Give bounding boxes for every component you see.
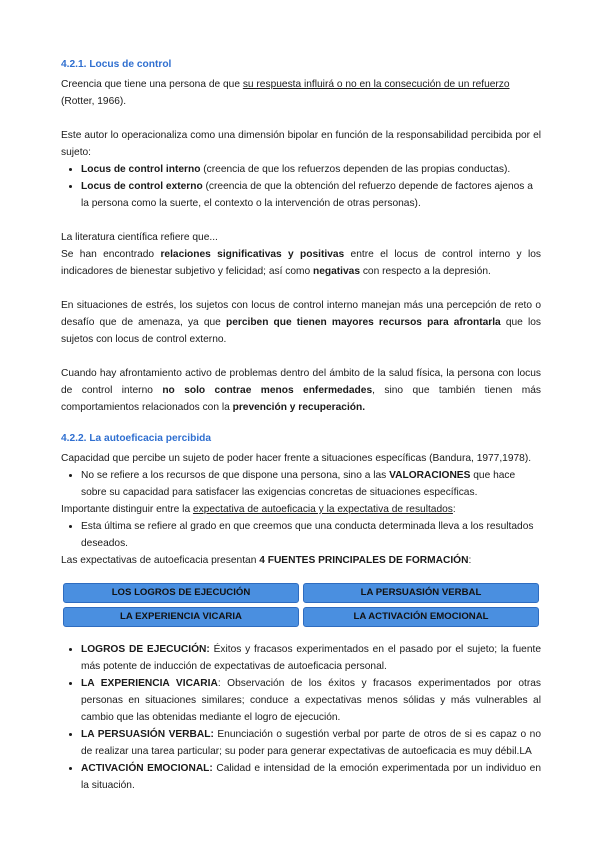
text: : Observación de los éxitos y fracasos experimentados por otras personas en situaciones similares; conduce a expectativas menos sólidas y más vulnerables al cambio que las obtenidas mediante el logro de ejecución.	[81, 678, 541, 723]
text: , sino que también tienen más comportamientos relacionados con la	[61, 385, 541, 413]
text: (creencia de que la obtención del refuerzo depende de factores ajenos a la persona como la suerte, el contexto o la intervención de otras personas).	[81, 181, 533, 209]
underlined-text: su respuesta influirá o no en la consecución de un refuerzo	[242, 79, 510, 90]
list-item	[81, 178, 541, 212]
locus-types-list	[61, 161, 541, 212]
text: :	[468, 555, 472, 566]
literature-intro: La literatura científica refiere que...	[61, 232, 218, 243]
bold-text: perciben que tienen mayores recursos para afrontarla	[225, 317, 501, 328]
bold-text: relaciones significativas y positivas	[160, 249, 345, 260]
text: (Rotter, 1966).	[61, 96, 127, 107]
bold-text: VALORACIONES	[389, 470, 471, 481]
list-item	[81, 760, 541, 794]
list-item	[81, 675, 541, 726]
text: Cuando hay afrontamiento activo de problemas dentro del ámbito de la salud física, la persona con locus de control interno	[61, 368, 541, 396]
operationalization-paragraph: Este autor lo operacionaliza como una dimensión bipolar en función de la responsabilidad percibida por el sujeto:	[61, 130, 541, 158]
source-box-activacion: LA ACTIVACIÓN EMOCIONAL	[303, 607, 539, 627]
coping-paragraph	[61, 365, 541, 416]
text: Las expectativas de autoeficacia presentan	[61, 555, 260, 566]
bold-text: no solo contrae menos enfermedades	[162, 385, 373, 396]
text: Éxitos y fracasos experimentados en el pasado por el sujeto; la fuente más potente de inducción de expectativas de autoeficacia personal.	[81, 644, 541, 672]
literature-paragraph	[61, 246, 541, 280]
list-item	[81, 467, 541, 501]
stress-paragraph	[61, 297, 541, 348]
valoraciones-list	[61, 467, 541, 501]
source-box-vicaria: LA EXPERIENCIA VICARIA	[63, 607, 299, 627]
text: con respecto a la depresión.	[360, 266, 491, 277]
text: En situaciones de estrés, los sujetos con locus de control interno manejan más una percepción de reto o desafío que de amenaza, ya que	[61, 300, 541, 328]
section-heading-autoeficacia: 4.2.2. La autoeficacia percibida	[61, 433, 212, 444]
document-page	[61, 56, 541, 794]
bold-text: LA PERSUASIÓN VERBAL:	[81, 729, 214, 740]
source-box-persuasion: LA PERSUASIÓN VERBAL	[303, 583, 539, 603]
resultados-list	[61, 518, 541, 552]
locus-definition	[61, 76, 541, 110]
text: :	[452, 504, 456, 515]
bold-text: Locus de control externo	[81, 181, 203, 192]
text: (creencia de que los refuerzos dependen de las propias conductas).	[200, 164, 511, 175]
list-item	[81, 726, 541, 760]
bold-text: negativas	[313, 266, 360, 277]
list-item: • Esta última se refiere al grado en que creemos que una conducta determinada lleva a los resultados deseados.	[81, 518, 541, 552]
list-item	[81, 161, 541, 178]
source-box-logros: LOS LOGROS DE EJECUCIÓN	[63, 583, 299, 603]
text: Enunciación o sugestión verbal por parte de otros de si es capaz o no de realizar una tarea particular; su poder para generar expectativas de autoeficacia es muy débil.LA	[81, 729, 541, 757]
text: Creencia que tiene una persona de que	[61, 79, 243, 90]
text: que hace sobre su capacidad para satisfacer las exigencias concretas de situaciones específicas.	[81, 470, 516, 498]
text: Calidad e intensidad de la emoción experimentada por un individuo en la situación.	[81, 763, 541, 791]
bold-text: ACTIVACIÓN EMOCIONAL:	[81, 763, 213, 774]
bold-text: LOGROS DE EJECUCIÓN:	[81, 644, 210, 655]
sources-boxes	[63, 583, 539, 627]
section-heading-locus: 4.2.1. Locus de control	[61, 59, 172, 70]
text: No se refiere a los recursos de que dispone una persona, sino a las	[81, 470, 390, 481]
sources-intro	[61, 552, 541, 569]
bold-text: 4 FUENTES PRINCIPALES DE FORMACIÓN	[259, 555, 469, 566]
text: que los sujetos con locus de control externo.	[61, 317, 541, 345]
bold-text: LA EXPERIENCIA VICARIA	[81, 678, 218, 689]
sources-list	[61, 641, 541, 794]
bold-text: Locus de control interno	[81, 164, 201, 175]
text: Se han encontrado	[61, 249, 161, 260]
autoeficacia-definition: Capacidad que percibe un sujeto de poder hacer frente a situaciones específicas (Bandura, 1977,1978).	[61, 453, 532, 464]
text: Importante distinguir entre la	[61, 504, 193, 515]
text: entre el locus de control interno y los indicadores de bienestar subjetivo y felicidad; así como	[61, 249, 541, 277]
distinguish-paragraph	[61, 501, 541, 518]
underlined-text: expectativa de autoeficacia y la expectativa de resultados	[192, 504, 453, 515]
list-item	[81, 641, 541, 675]
bold-text: prevención y recuperación.	[232, 402, 366, 413]
